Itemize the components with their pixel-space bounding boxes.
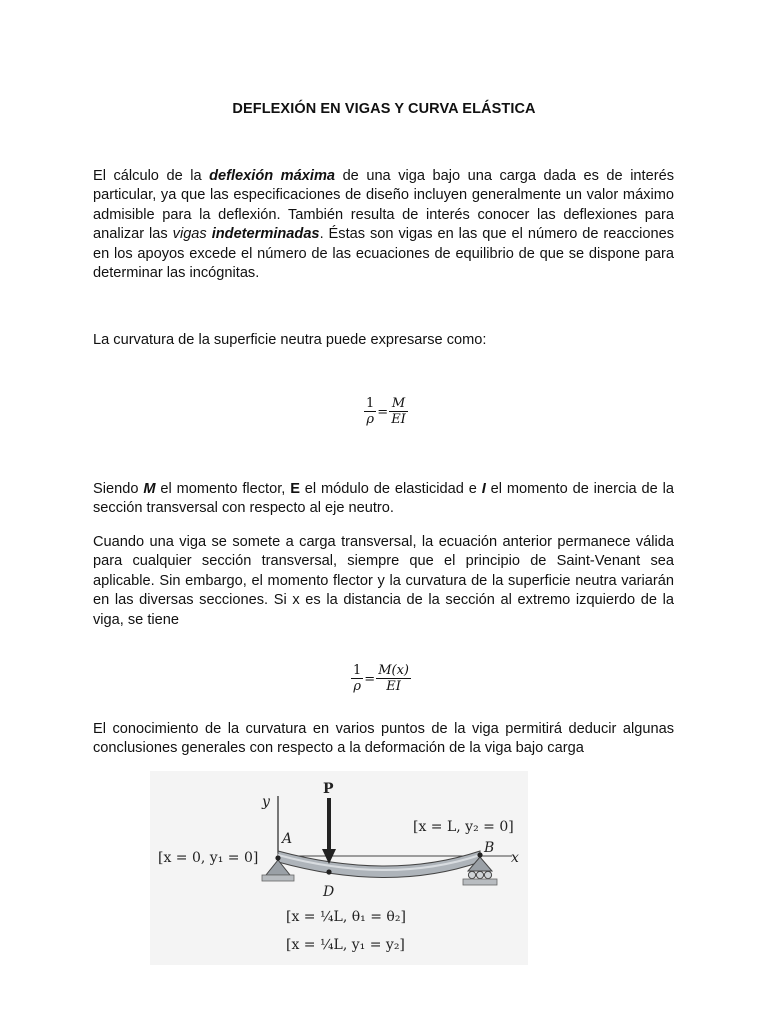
formula2-numerator-right: M(x) — [378, 663, 409, 678]
emphasis-vigas: vigas — [172, 226, 207, 243]
condition-deflection-continuity: [x = ¼L, y₁ = y₂] — [286, 937, 405, 953]
point-B-marker — [477, 852, 482, 857]
point-D-marker — [326, 869, 331, 874]
def-text-c: el momento flector, — [155, 481, 291, 497]
symbol-M: M — [143, 481, 156, 497]
formula1-numerator-left: 1 — [366, 396, 375, 411]
roller-wheel-1 — [468, 871, 475, 878]
paragraph-conclusions: El conocimiento de la curvatura en varios puntos de la viga permitirá deducir algunas conclusiones generales con respecto a la deformación de la viga bajo carga — [93, 721, 674, 757]
intro-text-c: de una viga bajo una carga dada es de interés particular, ya que las especificaciones de diseño incluyen generalmente un valor máximo admisible para la deflexión. También resulta de interés conocer las deflexiones para analizar las — [93, 168, 674, 243]
formula1-denominator-right: EI — [391, 412, 406, 427]
paragraph-intro — [93, 167, 674, 283]
formula2-denominator-left: ρ — [353, 679, 361, 694]
ground-B — [463, 879, 497, 885]
document-title: DEFLEXIÓN EN VIGAS Y CURVA ELÁSTICA — [232, 101, 536, 117]
roller-wheel-3 — [484, 871, 491, 878]
beam-diagram — [150, 771, 528, 965]
formula1-equals: = — [377, 404, 389, 420]
condition-slope-continuity: [x = ¼L, θ₁ = θ₂] — [286, 909, 406, 925]
formula2-right-fraction — [376, 663, 411, 695]
ground-A — [262, 875, 294, 881]
formula-curvature-x — [351, 663, 411, 695]
label-y: y — [262, 794, 270, 810]
formula2-equals: = — [364, 671, 376, 687]
formula1-denominator-left: ρ — [366, 412, 374, 427]
label-D: D — [323, 884, 335, 900]
emphasis-deflexion-maxima: deflexión máxima — [209, 168, 336, 184]
paragraph-curvature: La curvatura de la superficie neutra puede expresarse como: — [93, 332, 487, 348]
label-A: A — [282, 831, 293, 847]
paragraph-transverse-load: Cuando una viga se somete a carga transversal, la ecuación anterior permanece válida para cualquier sección transversal, siempre que el principio de Saint-Venant sea aplicable. Sin embargo, el momento flector y la curvatura de la superficie neutra variarán en las diversas secciones. Si x es la distancia de la sección al extremo izquierdo de la viga, se tiene — [93, 534, 674, 628]
intro-text-a: El cálculo de la — [93, 168, 210, 184]
emphasis-indeterminadas: indeterminadas — [211, 226, 320, 243]
roller-wheel-2 — [476, 871, 483, 878]
formula2-numerator-left: 1 — [353, 663, 362, 678]
paragraph-definitions — [93, 480, 674, 519]
symbol-I: I — [481, 481, 486, 497]
def-text-g: el momento de inercia de la sección transversal con respecto al eje neutro. — [93, 481, 675, 517]
beam-diagram-svg — [150, 771, 528, 965]
formula1-numerator-right: M — [389, 396, 408, 412]
def-text-a: Siendo — [93, 481, 144, 497]
condition-left-support: [x = 0, y₁ = 0] — [158, 850, 259, 866]
symbol-E: E — [290, 481, 300, 497]
condition-right-support: [x = L, y₂ = 0] — [413, 819, 514, 835]
label-B: B — [484, 840, 495, 856]
formula1-right-fraction — [389, 396, 408, 428]
label-P: P — [323, 781, 334, 797]
intro-text-f: . Éstas son vigas en las que el número de reacciones en los apoyos excede el número de las ecuaciones de equilibrio de que se dispone para determinar las incógnitas. — [93, 226, 675, 282]
formula1-left-fraction — [364, 396, 376, 428]
formula2-left-fraction — [351, 663, 363, 695]
def-text-e: el módulo de elasticidad e — [299, 481, 482, 497]
formula-curvature — [364, 396, 408, 428]
formula2-denominator-right: EI — [386, 679, 401, 694]
point-A-marker — [275, 855, 280, 860]
label-x: x — [511, 850, 519, 866]
